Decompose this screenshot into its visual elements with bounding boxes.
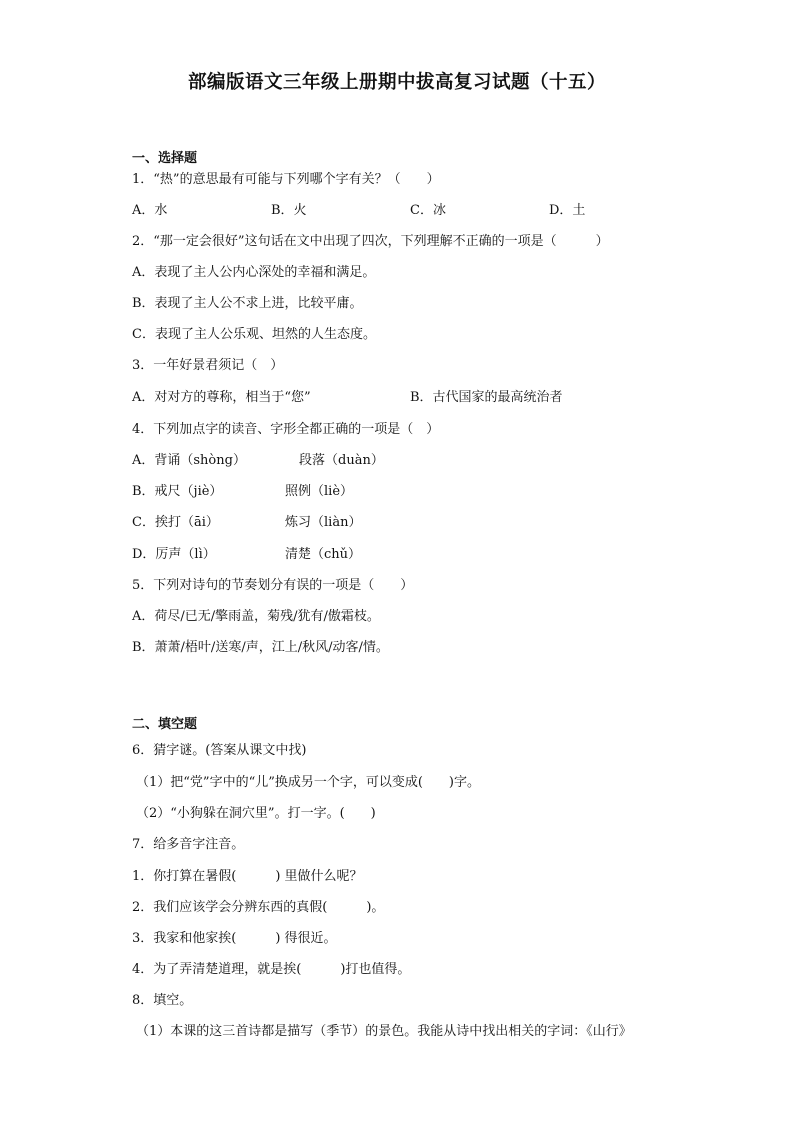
q2-option-c: C．表现了主人公乐观、坦然的人生态度。 [132, 327, 376, 342]
q5-option-b: B．萧萧/梧叶/送寒/声，江上/秋风/动客/情。 [132, 640, 389, 655]
q4-option-b-word1: B．戒尺（jiè） [132, 484, 223, 499]
question-3-stem: 3．一年好景君须记（ ） [132, 358, 284, 373]
q1-option-b: B．火 [271, 203, 307, 218]
q2-option-a: A．表现了主人公内心深处的幸福和满足。 [132, 265, 376, 280]
question-8-stem: 8．填空。 [132, 993, 193, 1008]
question-5-stem: 5．下列对诗句的节奏划分有误的一项是（ ） [132, 578, 414, 593]
q5-option-a: A．荷尽/已无/擎雨盖，菊残/犹有/傲霜枝。 [132, 609, 380, 624]
q4-option-c-word1: C．挨打（āi） [132, 515, 219, 530]
q4-option-d-word2: 清楚（chǔ） [285, 547, 362, 562]
q4-option-b-word2: 照例（liè） [285, 484, 354, 499]
q4-option-a-word2: 段落（duàn） [299, 453, 384, 468]
section-choice-title: 一、选择题 [132, 151, 198, 166]
q8-part-1: （1）本课的这三首诗都是描写（季节）的景色。我能从诗中找出相关的字词：《山行》 [136, 1024, 632, 1039]
question-6-stem: 6．猜字谜。(答案从课文中找) [132, 743, 307, 758]
q7-item-1: 1．你打算在暑假( ) 里做什么呢？ [132, 869, 363, 884]
q1-option-c: C．冰 [410, 203, 446, 218]
q2-option-b: B．表现了主人公不求上进，比较平庸。 [132, 296, 363, 311]
page-title: 部编版语文三年级上册期中拔高复习试题（十五） [187, 72, 606, 93]
q1-option-a: A．水 [132, 203, 168, 218]
q4-option-d-word1: D．厉声（lì） [132, 547, 216, 562]
q7-item-2: 2．我们应该学会分辨东西的真假( )。 [132, 900, 385, 915]
question-4-stem: 4．下列加点字的读音、字形全都正确的一项是（ ） [132, 422, 440, 437]
q7-item-3: 3．我家和他家挨( ) 得很近。 [132, 931, 337, 946]
q7-item-4: 4．为了弄清楚道理，就是挨( )打也值得。 [132, 962, 411, 977]
q4-option-c-word2: 炼习（liàn） [285, 515, 362, 530]
q4-option-a-word1: A．背诵（shòng） [132, 453, 246, 468]
q3-option-b: B．古代国家的最高统治者 [410, 390, 563, 405]
q6-part-2: （2）“小狗躲在洞穴里”。打一字。( ) [136, 806, 376, 821]
q1-option-d: D．土 [549, 203, 586, 218]
section-fill-title: 二、填空题 [132, 717, 198, 732]
q3-option-a: A．对对方的尊称，相当于“您” [132, 390, 311, 405]
question-1-stem: 1．“热”的意思最有可能与下列哪个字有关？（ ） [132, 172, 440, 187]
question-7-stem: 7．给多音字注音。 [132, 837, 245, 852]
question-2-stem: 2．“那一定会很好”这句话在文中出现了四次，下列理解不正确的一项是（ ） [132, 234, 609, 249]
q6-part-1: （1）把“党”字中的“儿”换成另一个字，可以变成( )字。 [136, 775, 480, 790]
